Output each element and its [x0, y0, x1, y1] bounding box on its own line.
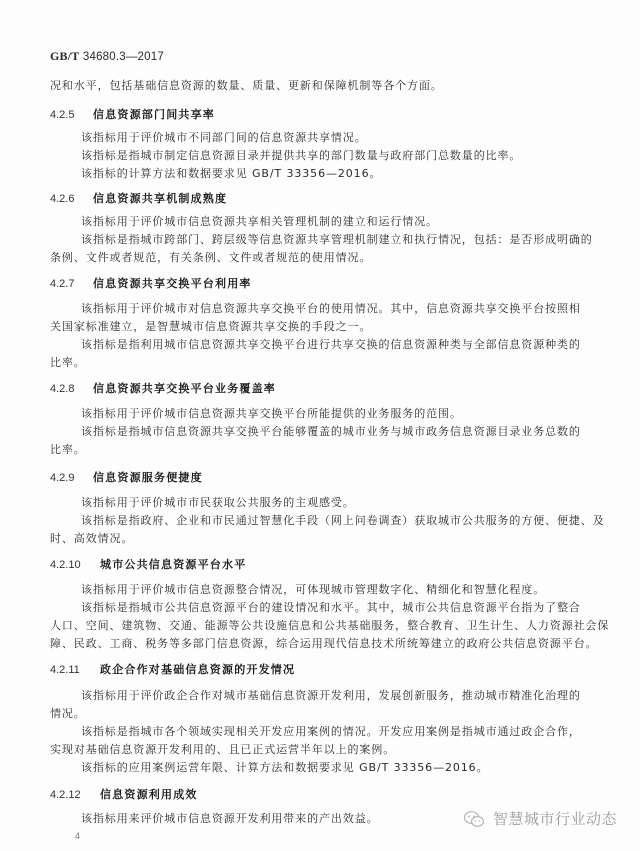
paragraph-line: 条例、文件或者规范，有关条例、文件或者规范的使用情况。: [50, 251, 372, 264]
section-heading-4-2-5: [50, 108, 215, 122]
section-title: 信息资源部门间共享率: [93, 108, 215, 121]
section-number: 4.2.7: [50, 278, 75, 290]
section-title: 信息资源共享交换平台利用率: [93, 277, 252, 290]
section-heading-4-2-11: [50, 663, 295, 677]
paragraph-line: 实现对基础信息资源开发利用的、且已正式运营半年以上的案例。: [50, 743, 396, 756]
paragraph-line: 该指标是指城市制定信息资源目录并提供共享的部门数量与政府部门总数量的比率。: [81, 149, 522, 162]
paragraph-line: 该指标用于评价城市对信息资源共享交换平台的使用情况。其中，信息资源共享交换平台按照相: [81, 302, 581, 315]
section-number: 4.2.11: [50, 664, 80, 676]
standard-header: [50, 49, 164, 64]
section-heading-4-2-12: [50, 788, 198, 802]
section-heading-4-2-8: [50, 382, 276, 396]
section-number: 4.2.12: [50, 789, 81, 801]
section-heading-4-2-6: [50, 192, 227, 206]
section-title: 城市公共信息资源平台水平: [100, 558, 247, 571]
section-heading-4-2-7: [50, 277, 252, 291]
standard-prefix: GB/T: [50, 49, 80, 63]
section-number: 4.2.5: [50, 109, 75, 121]
wechat-icon: [463, 810, 485, 828]
section-title: 信息资源利用成效: [100, 788, 198, 801]
section-title: 政企合作对基础信息资源的开发情况: [100, 663, 296, 676]
paragraph-line: 该指标用于评价城市信息资源共享相关管理机制的建立和运行情况。: [81, 215, 438, 228]
paragraph-line: 比率。: [50, 443, 86, 456]
section-title: 信息资源共享交换平台业务覆盖率: [93, 382, 276, 395]
watermark-text: 智慧城市行业动态: [493, 810, 618, 828]
paragraph-line: 障、民政、工商、税务等多部门信息资源，综合运用现代信息技术所统筹建立的政府公共信息资源平台。: [50, 637, 598, 650]
paragraph-line: 该指标是指城市公共信息资源平台的建设情况和水平。其中，城市公共信息资源平台指为了整合: [81, 601, 581, 614]
watermark: [463, 808, 617, 829]
paragraph-line: 该指标用于评价城市信息资源整合情况，可体现城市管理数字化、精细化和智慧化程度。: [81, 583, 546, 596]
paragraph-line: 该指标用于评价政企合作对城市基础信息资源开发利用，发展创新服务，推动城市精准化治理的: [81, 689, 581, 702]
paragraph-line: 该指标是指城市信息资源共享交换平台能够覆盖的城市业务与城市政务信息资源目录业务总数的: [81, 425, 581, 438]
section-heading-4-2-9: [50, 471, 203, 485]
section-number: 4.2.10: [50, 559, 81, 571]
paragraph-line: 该指标用来评价城市信息资源开发利用带来的产出效益。: [81, 812, 379, 825]
paragraph-line: 人口、空间、建筑物、交通、能源等公共设施信息和公共基础服务，整合教育、卫生计生、人力资源社会保: [50, 619, 610, 632]
paragraph-line: 该指标用于评价城市市民获取公共服务的主观感受。: [81, 496, 355, 509]
paragraph-line: 该指标的计算方法和数据要求见 GB/T 33356—2016。: [81, 167, 382, 180]
paragraph-line: 该指标是指政府、企业和市民通过智慧化手段（网上问卷调查）获取城市公共服务的方便、便捷、及: [81, 514, 605, 527]
paragraph-line: 该指标是指利用城市信息资源共享交换平台进行共享交换的信息资源种类与全部信息资源种类的: [81, 338, 581, 351]
section-number: 4.2.9: [50, 472, 75, 484]
paragraph-line: 该指标的应用案例运营年限、计算方法和数据要求见 GB/T 33356—2016。: [81, 761, 489, 774]
section-number: 4.2.6: [50, 193, 75, 205]
section-number: 4.2.8: [50, 383, 75, 395]
section-title: 信息资源服务便捷度: [93, 471, 203, 484]
standard-number: 34680.3—2017: [82, 51, 164, 63]
paragraph-line: 该指标是指城市各个领域实现相关开发应用案例的情况。开发应用案例是指城市通过政企合作，: [81, 725, 581, 738]
paragraph-line: 时、高效情况。: [50, 532, 134, 545]
paragraph-line: 比率。: [50, 356, 86, 369]
section-title: 信息资源共享机制成熟度: [93, 192, 228, 205]
paragraph-line: 该指标是指城市跨部门、跨层级等信息资源共享管理机制建立和执行情况，包括：是否形成明确的: [81, 233, 593, 246]
page-number: 4: [75, 831, 81, 841]
section-heading-4-2-10: [50, 558, 246, 572]
intro-continuation: 况和水平，包括基础信息资源的数量、质量、更新和保障机制等各个方面。: [50, 79, 443, 92]
paragraph-line: 关国家标准建立，是智慧城市信息资源共享交换的手段之一。: [50, 320, 372, 333]
paragraph-line: 该指标用于评价城市不同部门间的信息资源共享情况。: [81, 131, 367, 144]
paragraph-line: 该指标用于评价城市信息资源共享交换平台所能提供的业务服务的范围。: [81, 407, 462, 420]
paragraph-line: 情况。: [50, 707, 86, 720]
